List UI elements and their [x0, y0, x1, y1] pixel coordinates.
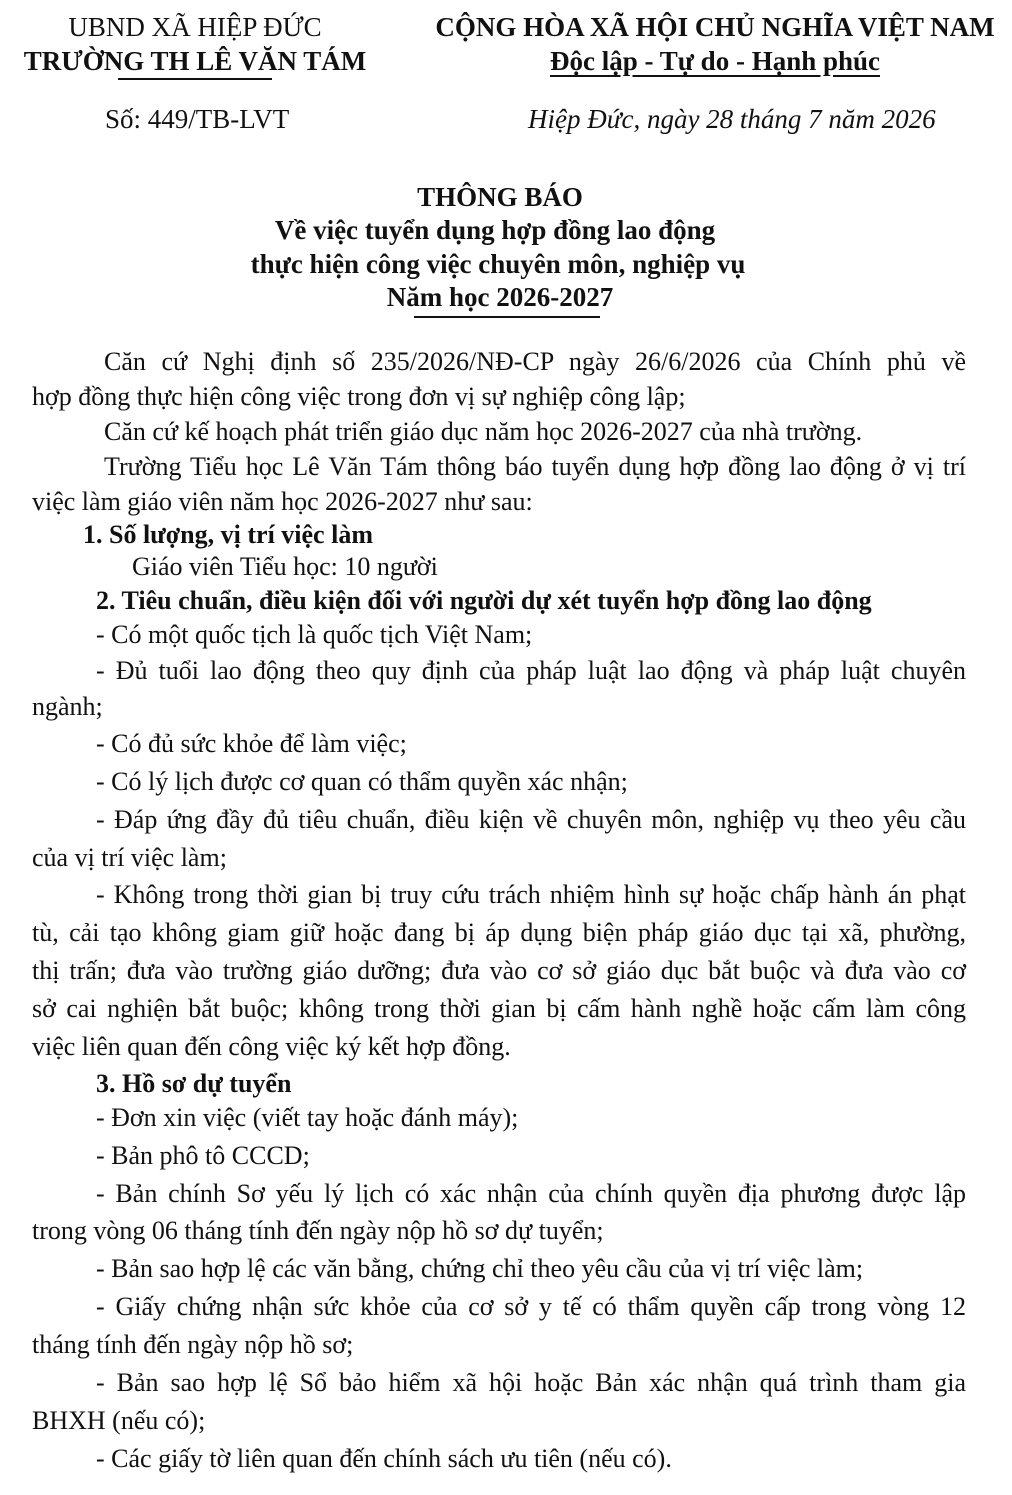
notice-title: THÔNG BÁO — [417, 182, 583, 212]
section-2-item-4: - Có lý lịch được cơ quan có thẩm quyền xác nhận; — [96, 767, 628, 796]
section-2-item-6-line-2: tù, cải tạo không giam giữ hoặc đang bị áp dụng biện pháp giáo dục tại xã, phường, — [32, 918, 966, 947]
section-3-item-4: - Bản sao hợp lệ các văn bằng, chứng chỉ theo yêu cầu của vị trí việc làm; — [96, 1254, 864, 1283]
section-3-item-6-line-1: - Bản sao hợp lệ Sổ bảo hiểm xã hội hoặc Bản xác nhận quá trình tham gia — [96, 1368, 966, 1397]
section-3-item-3-line-2: trong vòng 06 tháng tính đến ngày nộp hồ sơ dự tuyển; — [32, 1216, 604, 1245]
national-motto: Độc lập - Tự do - Hạnh phúc — [549, 46, 881, 76]
section-2-item-6-line-5: việc liên quan đến công việc ký kết hợp đồng. — [32, 1032, 511, 1061]
section-2-item-2-line-2: ngành; — [32, 692, 103, 721]
document-number: Số: 449/TB-LVT — [105, 104, 290, 134]
intro-paragraph-3-line-1: Trường Tiểu học Lê Văn Tám thông báo tuyển dụng hợp đồng lao động ở vị trí — [104, 452, 966, 481]
intro-paragraph-1-line-2: hợp đồng thực hiện công việc trong đơn vị sự nghiệp công lập; — [32, 382, 686, 411]
intro-paragraph-1-line-1: Căn cứ Nghị định số 235/2026/NĐ-CP ngày 26/6/2026 của Chính phủ về — [104, 347, 966, 376]
section-3-heading: 3. Hồ sơ dự tuyển — [96, 1069, 292, 1098]
section-2-item-6-line-3: thị trấn; đưa vào trường giáo dưỡng; đưa vào cơ sở giáo dục bắt buộc và đưa vào cơ — [32, 956, 966, 985]
notice-subtitle-3: Năm học 2026-2027 — [386, 282, 614, 312]
section-3-item-7: - Các giấy tờ liên quan đến chính sách ưu tiên (nếu có). — [96, 1444, 672, 1473]
document-date: Hiệp Đức, ngày 28 tháng 7 năm 2026 — [528, 104, 936, 134]
section-1-heading: 1. Số lượng, vị trí việc làm — [83, 520, 373, 549]
section-3-item-1: - Đơn xin việc (viết tay hoặc đánh máy); — [96, 1103, 519, 1132]
section-2-item-6-line-1: - Không trong thời gian bị truy cứu trách nhiệm hình sự hoặc chấp hành án phạt — [96, 880, 966, 909]
section-2-heading: 2. Tiêu chuẩn, điều kiện đối với người dự xét tuyển hợp đồng lao động — [96, 586, 872, 615]
issuer-authority: UBND XÃ HIỆP ĐỨC — [68, 12, 322, 42]
issuer-underline — [118, 78, 272, 80]
notice-subtitle-2: thực hiện công việc chuyên môn, nghiệp vụ — [250, 249, 746, 279]
intro-paragraph-3-line-2: việc làm giáo viên năm học 2026-2027 như sau: — [32, 487, 533, 516]
section-2-item-5-line-1: - Đáp ứng đầy đủ tiêu chuẩn, điều kiện về chuyên môn, nghiệp vụ theo yêu cầu — [96, 805, 966, 834]
notice-subtitle-1: Về việc tuyển dụng hợp đồng lao động — [274, 215, 716, 245]
section-3-item-3-line-1: - Bản chính Sơ yếu lý lịch có xác nhận của chính quyền địa phương được lập — [96, 1179, 966, 1208]
section-2-item-6-line-4: sở cai nghiện bắt buộc; không trong thời gian bị cấm hành nghề hoặc cấm làm công — [32, 994, 966, 1023]
section-3-item-5-line-2: tháng tính đến ngày nộp hồ sơ; — [32, 1330, 354, 1359]
title-underline — [414, 316, 600, 318]
section-3-item-5-line-1: - Giấy chứng nhận sức khỏe của cơ sở y tế có thẩm quyền cấp trong vòng 12 — [96, 1292, 966, 1321]
national-title: CỘNG HÒA XÃ HỘI CHỦ NGHĨA VIỆT NAM — [435, 12, 995, 42]
section-2-item-1: - Có một quốc tịch là quốc tịch Việt Nam; — [96, 620, 533, 649]
section-2-item-3: - Có đủ sức khỏe để làm việc; — [96, 729, 407, 758]
section-3-item-6-line-2: BHXH (nếu có); — [32, 1406, 206, 1435]
issuer-school: TRƯỜNG TH LÊ VĂN TÁM — [23, 46, 367, 76]
section-2-item-5-line-2: của vị trí việc làm; — [32, 843, 227, 872]
section-1-item: Giáo viên Tiểu học: 10 người — [132, 552, 438, 581]
section-2-item-2-line-1: - Đủ tuổi lao động theo quy định của pháp luật lao động và pháp luật chuyên — [96, 656, 966, 685]
section-3-item-2: - Bản phô tô CCCD; — [96, 1141, 310, 1170]
intro-paragraph-2: Căn cứ kế hoạch phát triển giáo dục năm học 2026-2027 của nhà trường. — [104, 417, 863, 446]
